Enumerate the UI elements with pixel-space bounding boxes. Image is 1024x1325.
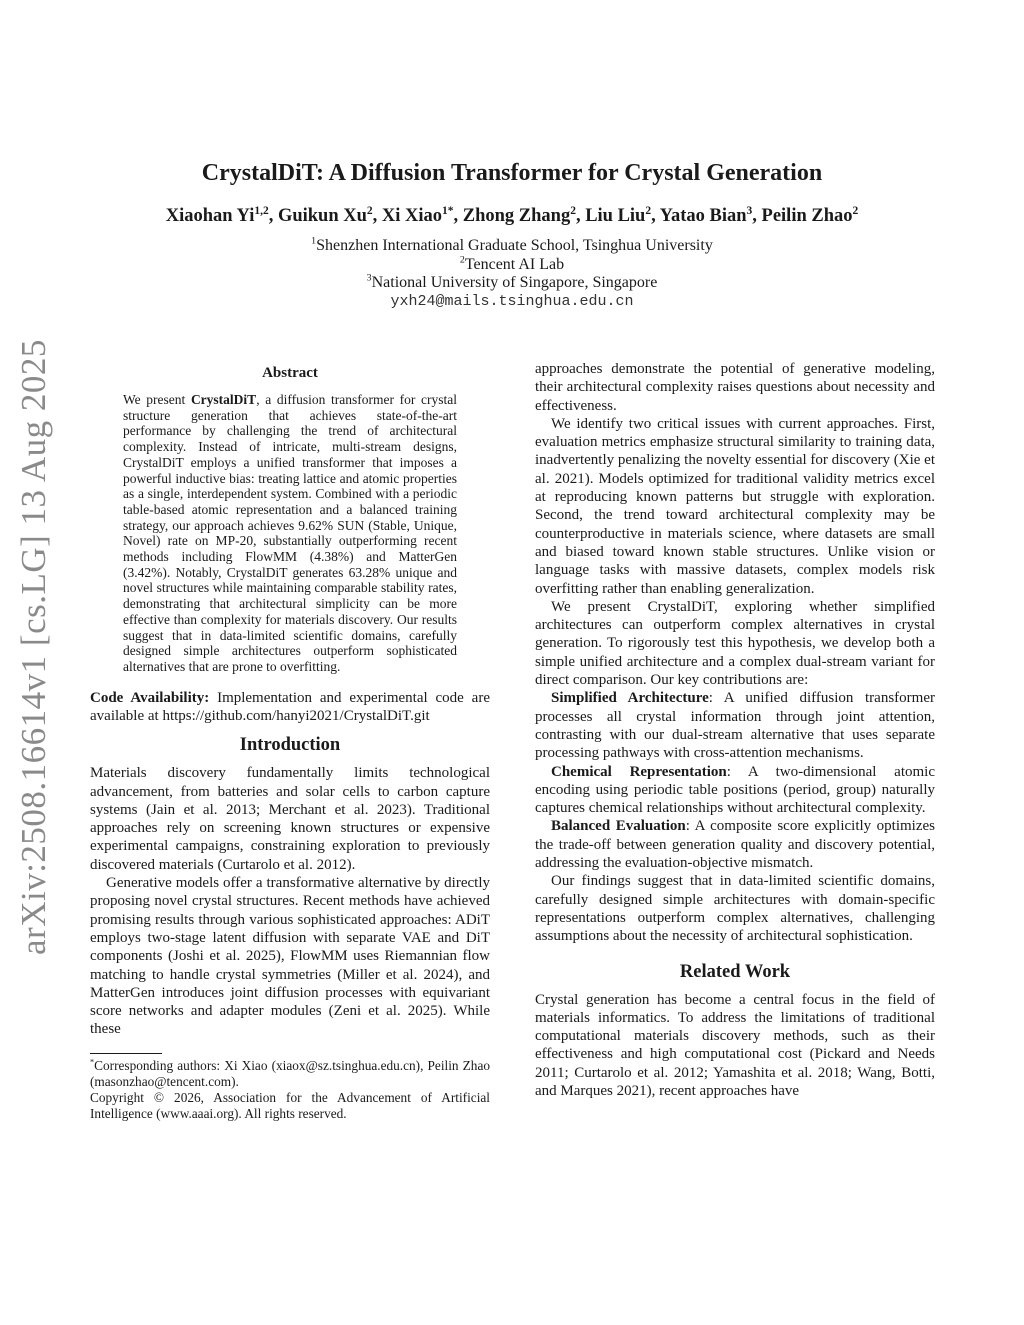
code-availability: Code Availability: Implementation and experimental code are available at https://github.com/hanyi2021/CrystalDiT.git bbox=[90, 689, 490, 724]
contact-email: yxh24@mails.tsinghua.edu.cn bbox=[390, 293, 634, 310]
corresponding-author-footnote: *Corresponding authors: Xi Xiao (xiaox@sz.tsinghua.edu.cn), Peilin Zhao (masonzhao@tencent.com). bbox=[90, 1057, 490, 1089]
related-work-heading: Related Work bbox=[679, 961, 791, 982]
left-column bbox=[90, 360, 490, 1122]
author: Zhong Zhang$^2$, bbox=[462, 204, 586, 226]
arxiv-identifier-stamp: arXiv:2508.16614v1 [cs.LG] 13 Aug 2025 bbox=[14, 339, 53, 955]
author: Liu Liu$^2$, bbox=[585, 204, 660, 226]
body-paragraph: Our findings suggest that in data-limited scientific domains, carefully designed simple architectures with domain-specific representations outperform complex alternatives, challenging assumptions about the necessity of architectural sophistication. bbox=[535, 873, 935, 945]
author-list bbox=[0, 206, 1024, 227]
author: Guikun Xu$^2$, bbox=[277, 204, 382, 226]
introduction-paragraph: Materials discovery fundamentally limits technological advancement, from batteries and solar cells to carbon capture systems (Jain et al. 2013; Merchant et al. 2023). Traditional approaches rely on screening known structures or expensive experimental campaigns, constraining exploration to previously discovered materials (Curtarolo et al. 2012). bbox=[90, 765, 490, 873]
paper-title: CrystalDiT: A Diffusion Transformer for Crystal Generation bbox=[201, 160, 823, 186]
contribution-item: Simplified Architecture: A unified diffusion transformer processes all crystal information through joint attention, contrasting with our dual-stream alternative that uses separate processing pathways with cross-attention mechanisms. bbox=[535, 690, 935, 762]
body-paragraph: We identify two critical issues with current approaches. First, evaluation metrics emphasize structural similarity to training data, inadvertently penalizing the novelty essential for discovery (Xie et al. 2021). Models optimized for traditional validity metrics excel at reproducing known patterns but struggle with exploration. Second, the trend toward architectural complexity may be counterproductive in materials science, where datasets are small and biased toward known stable structures. Unlike vision or language tasks with massive datasets, complex models risk overfitting rather than enabling generalization. bbox=[535, 415, 935, 597]
related-work-paragraph: Crystal generation has become a central focus in the field of materials informatics. To address the limitations of traditional computational materials discovery methods, such as their effectiveness and high computational cost (Pickard and Needs 2011; Curtarolo et al. 2012; Yamashita et al. 2018; Wang, Botti, and Marques 2021), recent approaches have bbox=[535, 991, 935, 1099]
affiliation: $^2$Tencent AI Lab bbox=[459, 254, 565, 273]
author: Yatao Bian$^3$, bbox=[659, 204, 762, 226]
affiliation: $^3$National University of Singapore, Singapore bbox=[366, 272, 658, 291]
author: Xi Xiao$^{1*}$, bbox=[381, 204, 463, 226]
abstract-body: We present CrystalDiT, a diffusion transformer for crystal structure generation that achieves state-of-the-art performance by challenging the trend of architectural complexity. Instead of intricate, multi-stream designs, CrystalDiT employs a unified transformer that imposes a powerful inductive bias: treating lattice and atomic properties as a single, interdependent system. Combined with a periodic table-based atomic representation and a balanced training strategy, our approach achieves 9.62% SUN (Stable, Unique, Novel) rate on MP-20, substantially outperforming recent methods including FlowMM (4.38%) and MatterGen (3.42%). Notably, CrystalDiT generates 63.28% unique and novel structures while maintaining comparable stability rates, demonstrating that architectural simplicity can be more effective than complexity for materials discovery. Our results suggest that in data-limited scientific domains, carefully designed simple architectures outperform sophisticated alternatives that are prone to overfitting. bbox=[123, 392, 457, 674]
author: Xiaohan Yi$^{1,2}$, bbox=[165, 204, 278, 226]
author: Peilin Zhao$^2$ bbox=[761, 204, 859, 226]
introduction-heading: Introduction bbox=[239, 735, 341, 756]
footnote-divider bbox=[90, 1053, 162, 1054]
contribution-item: Chemical Representation: A two-dimensional atomic encoding using periodic table positions (period, group) naturally captures chemical relationships without architectural complexity. bbox=[535, 763, 935, 817]
body-paragraph: approaches demonstrate the potential of generative modeling, their architectural complexity raises questions about necessity and effectiveness. bbox=[535, 361, 935, 414]
affiliation: $^1$Shenzhen International Graduate School, Tsinghua University bbox=[311, 235, 713, 254]
introduction-paragraph: Generative models offer a transformative alternative by directly proposing novel crystal structures. Recent methods have achieved promising results through various sophisticated approaches: ADiT employs two-stage latent diffusion with separate VAE and DiT components (Joshi et al. 2025), FlowMM uses Riemannian flow matching to handle crystal symmetries (Miller et al. 2024), and MatterGen introduces joint diffusion processes with equivariant score networks and adapter modules (Zeni et al. 2025). While these bbox=[90, 875, 490, 1038]
abstract-heading: Abstract bbox=[262, 365, 318, 381]
contribution-item: Balanced Evaluation: A composite score explicitly optimizes the trade-off between generation quality and discovery potential, addressing the evaluation-objective mismatch. bbox=[535, 818, 936, 872]
body-paragraph: We present CrystalDiT, exploring whether simplified architectures can outperform complex alternatives in crystal generation. To rigorously test this hypothesis, we develop both a simple unified architecture and a complex dual-stream variant for direct comparison. Our key contributions are: bbox=[535, 598, 935, 689]
copyright-notice: Copyright © 2026, Association for the Advancement of Artificial Intelligence (www.aaai.org). All rights reserved. bbox=[90, 1089, 490, 1121]
right-column bbox=[535, 360, 935, 1100]
